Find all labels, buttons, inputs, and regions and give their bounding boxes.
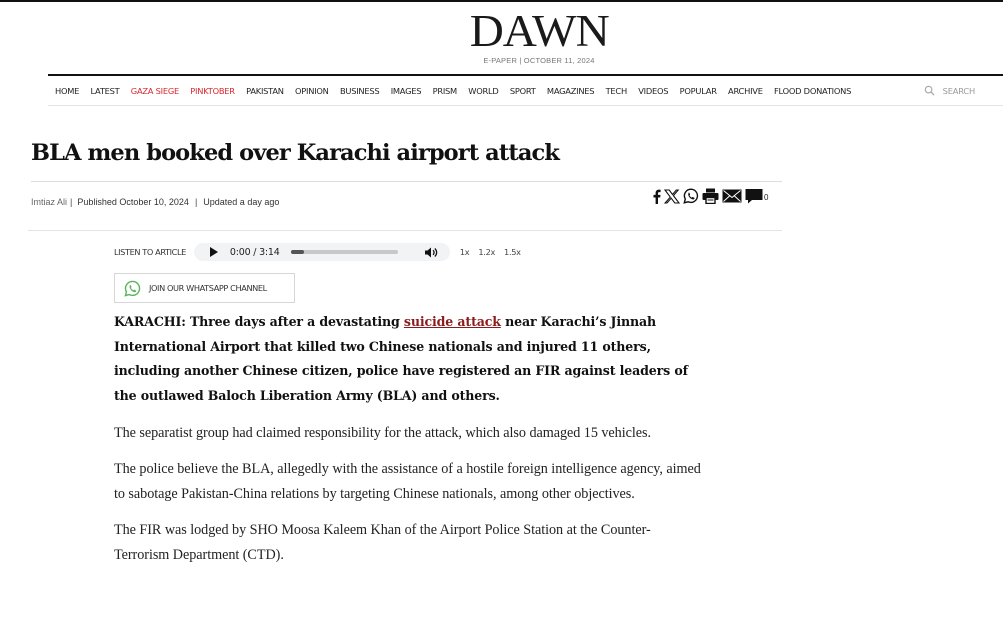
speed-1x-button[interactable]: 1x <box>459 247 470 257</box>
comment-icon[interactable] <box>745 188 763 204</box>
speed-1-2x-button[interactable]: 1.2x <box>478 247 496 257</box>
epaper-date[interactable]: E-PAPER | OCTOBER 11, 2024 <box>483 56 595 65</box>
nav-item-flood-donations[interactable]: FLOOD DONATIONS <box>774 85 852 96</box>
nav-item-popular[interactable]: POPULAR <box>679 85 717 96</box>
speed-1-5x-button[interactable]: 1.5x <box>504 247 521 257</box>
email-icon[interactable] <box>722 189 742 203</box>
byline-separator: | <box>194 197 198 207</box>
article-headline: BLA men booked over Karachi airport attack <box>31 140 559 166</box>
x-icon[interactable] <box>664 189 680 204</box>
top-rule <box>0 0 1003 2</box>
nav-item-world[interactable]: WORLD <box>468 85 499 96</box>
volume-icon[interactable] <box>425 247 438 258</box>
nav-item-videos[interactable]: VIDEOS <box>638 85 669 96</box>
dawn-logo[interactable]: DAWN <box>469 6 609 56</box>
nav-item-sport[interactable]: SPORT <box>509 85 536 96</box>
share-bar <box>652 188 768 204</box>
suicide-attack-link[interactable]: suicide attack <box>403 314 501 329</box>
whatsapp-channel-button[interactable] <box>114 273 295 303</box>
audio-progress-slider[interactable] <box>291 250 398 254</box>
published-date: Published October 10, 2024 <box>77 197 189 207</box>
article-body <box>114 310 704 567</box>
listen-to-article <box>114 243 530 261</box>
nav-item-tech[interactable]: TECH <box>605 85 627 96</box>
comment-count[interactable]: 0 <box>764 193 769 202</box>
audio-player <box>194 243 450 261</box>
nav-item-business[interactable]: BUSINESS <box>339 85 380 96</box>
nav-item-latest[interactable]: LATEST <box>90 85 120 96</box>
masthead <box>0 8 1003 65</box>
article-paragraph: The separatist group had claimed responsibility for the attack, which also damaged 15 vehicles. <box>114 424 651 441</box>
author-link[interactable]: Imtiaz Ali <box>31 197 68 207</box>
byline <box>31 197 279 207</box>
headline-divider <box>31 181 782 182</box>
updated-date: Updated a day ago <box>203 197 280 207</box>
nav-item-pakistan[interactable]: PAKISTAN <box>246 85 284 96</box>
nav-item-pinktober[interactable]: PINKTOBER <box>190 85 235 96</box>
meta-divider <box>28 230 782 231</box>
article-lede <box>114 310 704 409</box>
nav-item-home[interactable]: HOME <box>55 85 80 96</box>
search-icon <box>924 85 935 96</box>
lede-text-after: near Karachi’s Jinnah International Airport that killed two Chinese nationals and injured 11 others, including another Chinese citizen, police have registered an FIR against leaders of the outlawed Baloch Liberation Army (BLA) and others. <box>114 314 688 404</box>
nav-item-opinion[interactable]: OPINION <box>295 85 329 96</box>
nav-item-images[interactable]: IMAGES <box>390 85 422 96</box>
facebook-icon[interactable] <box>652 189 661 204</box>
whatsapp-icon <box>124 280 141 297</box>
audio-time: 0:00 / 3:14 <box>229 246 280 258</box>
search-label: SEARCH <box>942 85 975 96</box>
nav-item-magazines[interactable]: MAGAZINES <box>546 85 595 96</box>
whatsapp-icon[interactable] <box>683 188 699 204</box>
play-icon[interactable] <box>210 247 218 257</box>
article-paragraph: The police believe the BLA, allegedly with the assistance of a hostile foreign intelligence agency, aimed to sabotage Pakistan-China relations by targeting Chinese nationals, among other objectives. <box>114 461 701 502</box>
print-icon[interactable] <box>702 188 719 204</box>
listen-label: LISTEN TO ARTICLE <box>114 247 186 257</box>
playback-speeds <box>460 247 530 257</box>
search-button[interactable] <box>924 85 975 96</box>
nav-item-gaza-siege[interactable]: GAZA SIEGE <box>130 85 179 96</box>
nav-item-archive[interactable]: ARCHIVE <box>728 85 763 96</box>
whatsapp-channel-label: JOIN OUR WHATSAPP CHANNEL <box>149 283 267 293</box>
article-paragraph: The FIR was lodged by SHO Moosa Kaleem Khan of the Airport Police Station at the Counter-Terrorism Department (CTD). <box>114 522 651 563</box>
main-nav <box>48 74 1003 106</box>
nav-items <box>48 86 862 96</box>
nav-item-prism[interactable]: PRISM <box>432 85 457 96</box>
lede-text-before: KARACHI: Three days after a devastating <box>114 314 404 329</box>
byline-separator: | <box>70 197 73 207</box>
audio-progress-fill <box>291 250 304 254</box>
